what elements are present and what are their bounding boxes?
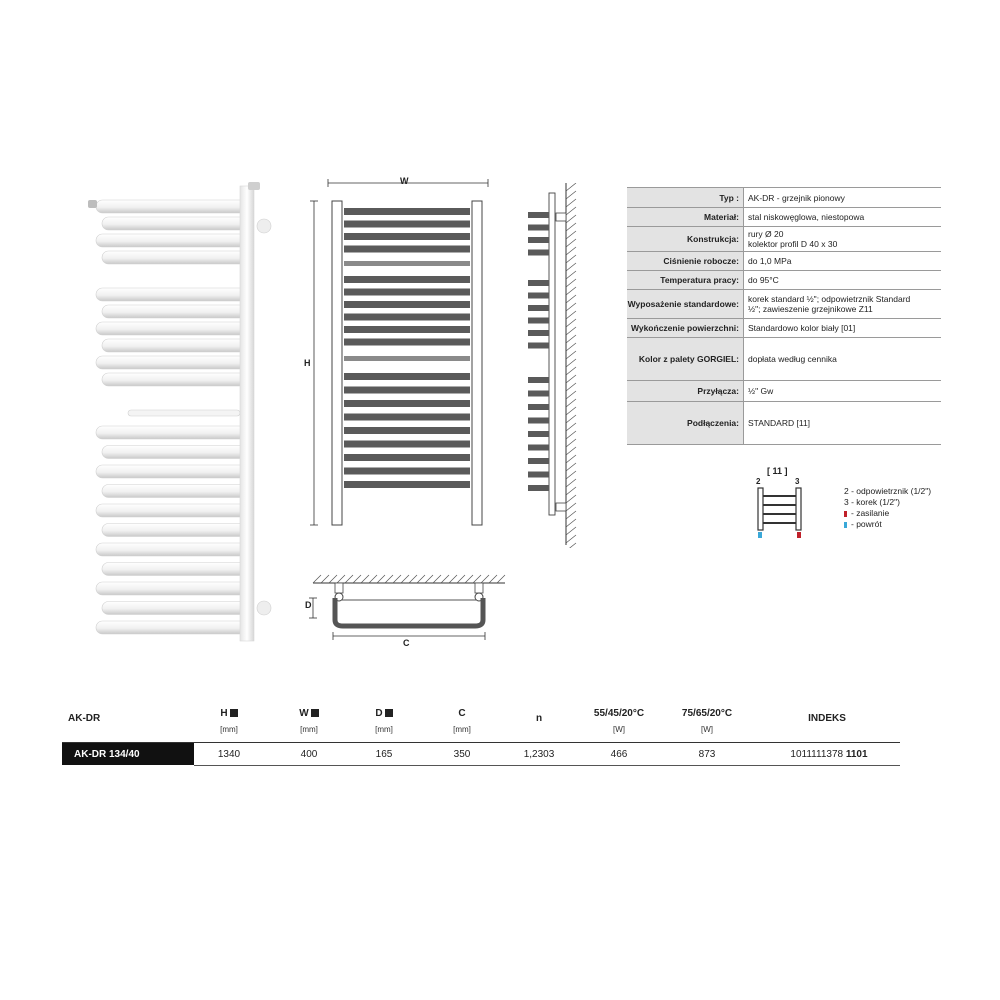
label-d: D: [305, 600, 312, 610]
photo-tube: [102, 446, 246, 459]
top-drawing: [305, 570, 515, 650]
table-bottom-rule: [194, 765, 900, 766]
side-tube: [528, 237, 549, 243]
column-header: [339, 708, 429, 719]
model-cell: [62, 743, 194, 765]
photo-bar: [128, 410, 240, 416]
wall-hatch: [566, 303, 576, 311]
spec-value: [744, 227, 941, 251]
wall-hatch: [566, 207, 576, 215]
photo-tube: [102, 524, 246, 537]
wall-hatch: [345, 575, 353, 583]
wall-hatch: [481, 575, 489, 583]
wall-hatch: [566, 375, 576, 383]
wall-hatch: [353, 575, 361, 583]
column-label: H: [220, 708, 228, 719]
front-tube: [344, 427, 470, 434]
column-label: n: [535, 713, 543, 724]
column-header: [662, 708, 752, 719]
wall-hatch: [425, 575, 433, 583]
side-tube: [528, 225, 549, 231]
spec-value: [744, 208, 941, 226]
spec-key: Temperatura pracy:: [627, 271, 744, 289]
column-label: D: [375, 708, 383, 719]
front-gap-bar: [344, 261, 470, 266]
photo-tube: [96, 426, 246, 439]
photo-tube: [96, 200, 246, 213]
wall-hatch: [566, 215, 576, 223]
wall-hatch: [566, 327, 576, 335]
wall-hatch: [566, 351, 576, 359]
spec-row: [627, 227, 941, 252]
wall-hatch: [566, 391, 576, 399]
side-tube: [528, 377, 549, 383]
front-tube: [344, 373, 470, 380]
legend-item: [844, 497, 931, 508]
wall-hatch: [321, 575, 329, 583]
spec-value-line: do 95°C: [748, 275, 779, 285]
port-left-label: 2: [756, 477, 761, 486]
front-tube: [344, 314, 470, 321]
wall-hatch: [457, 575, 465, 583]
side-tube: [528, 330, 549, 336]
wall-hatch: [566, 535, 576, 543]
spec-key: Ciśnienie robocze:: [627, 252, 744, 270]
wall-hatch: [566, 271, 576, 279]
wall-hatch: [566, 295, 576, 303]
spec-key: Wyposażenie standardowe:: [627, 290, 744, 318]
side-tube: [528, 458, 549, 464]
column-unit: [W]: [613, 725, 625, 734]
wall-hatch: [566, 343, 576, 351]
table-cell: 400: [300, 749, 318, 760]
front-tube: [344, 387, 470, 394]
spec-key: Typ :: [627, 188, 744, 207]
wall-hatch: [566, 447, 576, 455]
side-tube: [528, 445, 549, 451]
photo-tube: [102, 251, 246, 264]
spec-row: [627, 271, 941, 290]
photo-tube: [96, 356, 246, 369]
wall-hatch: [566, 359, 576, 367]
column-label: INDEKS: [808, 713, 846, 724]
spec-row: [627, 290, 941, 319]
column-unit: [mm]: [453, 725, 471, 734]
spec-value: [744, 338, 941, 380]
model-header: AK-DR: [68, 713, 101, 724]
wall-hatch: [566, 463, 576, 471]
column-unit: [mm]: [220, 725, 238, 734]
legend-text: 2 - odpowietrznik (1/2"): [844, 486, 932, 496]
side-tube: [528, 485, 549, 491]
wall-hatch: [566, 407, 576, 415]
wall-hatch: [497, 575, 505, 583]
legend-text: - powrót: [851, 519, 882, 529]
legend-text: - zasilanie: [851, 508, 890, 518]
wall-hatch: [566, 503, 576, 511]
legend-color-marker: [844, 511, 847, 517]
wall-hatch: [409, 575, 417, 583]
wall-hatch: [566, 287, 576, 295]
label-h: H: [304, 358, 311, 368]
wall-hatch: [385, 575, 393, 583]
spec-value-line: do 1,0 MPa: [748, 256, 792, 266]
legend-item: [844, 486, 931, 497]
wall-hatch: [566, 367, 576, 375]
spec-value-line: Standardowo kolor biały [01]: [748, 323, 856, 333]
spec-row: [627, 338, 941, 381]
spec-key: Podłączenia:: [627, 402, 744, 444]
wall-hatch: [337, 575, 345, 583]
wall-hatch: [566, 439, 576, 447]
front-tube: [344, 414, 470, 421]
wall-hatch: [566, 479, 576, 487]
wall-hatch: [566, 455, 576, 463]
wall-hatch: [449, 575, 457, 583]
wall-hatch: [393, 575, 401, 583]
photo-tube: [96, 504, 246, 517]
photo-tube: [102, 485, 246, 498]
wall-hatch: [401, 575, 409, 583]
column-unit: [mm]: [375, 725, 393, 734]
wall-hatch: [377, 575, 385, 583]
connection-legend: [844, 486, 931, 530]
index-value: [764, 749, 894, 760]
spec-row: [627, 188, 941, 208]
radiator-photo: [58, 178, 283, 648]
wall-hatch: [417, 575, 425, 583]
wall-hatch: [566, 399, 576, 407]
wall-hatch: [566, 527, 576, 535]
wall-hatch: [313, 575, 321, 583]
front-tube: [344, 301, 470, 308]
wall-hatch: [566, 519, 576, 527]
wall-hatch: [329, 575, 337, 583]
spec-key: Konstrukcja:: [627, 227, 744, 251]
front-tube: [344, 400, 470, 407]
front-tube: [344, 276, 470, 283]
side-tube: [528, 318, 549, 324]
wall-hatch: [566, 199, 576, 207]
label-w: W: [400, 176, 409, 186]
side-drawing: [520, 183, 580, 548]
spec-row: [627, 381, 941, 402]
spec-key: Przyłącza:: [627, 381, 744, 401]
index-bold: 1101: [845, 749, 868, 760]
photo-tube: [102, 563, 246, 576]
wall-hatch: [566, 319, 576, 327]
front-tube: [344, 441, 470, 448]
index-main: 1011111378: [790, 749, 846, 760]
spec-value: [744, 319, 941, 337]
spec-value-line: kolektor profil D 40 x 30: [748, 239, 838, 249]
photo-tube: [96, 621, 246, 634]
wall-hatch: [566, 231, 576, 239]
column-label: 55/45/20°C: [593, 708, 645, 719]
wall-hatch: [566, 335, 576, 343]
column-unit: [W]: [701, 725, 713, 734]
spec-row: [627, 208, 941, 227]
spec-value-line: korek standard ½"; odpowietrznik Standard: [748, 294, 911, 304]
wall-hatch: [361, 575, 369, 583]
side-tube: [528, 343, 549, 349]
front-tube: [344, 468, 470, 475]
spec-row: [627, 319, 941, 338]
front-tube: [344, 481, 470, 488]
side-tube: [528, 431, 549, 437]
spec-value-line: STANDARD [11]: [748, 418, 811, 428]
wall-hatch: [566, 183, 576, 191]
legend-text: 3 - korek (1/2"): [844, 497, 900, 507]
wall-hatch: [566, 311, 576, 319]
spec-key: Kolor z palety GORGIEL:: [627, 338, 744, 380]
wall-hatch: [566, 255, 576, 263]
legend-item: [844, 508, 931, 519]
spec-row: [627, 402, 941, 445]
front-drawing: [300, 175, 500, 530]
front-tube: [344, 221, 470, 228]
front-tube: [344, 208, 470, 215]
photo-tube: [96, 582, 246, 595]
photo-tube: [96, 465, 246, 478]
spec-key: Materiał:: [627, 208, 744, 226]
side-tube: [528, 418, 549, 424]
wall-hatch: [489, 575, 497, 583]
spec-value-line: dopłata według cennika: [748, 354, 837, 364]
column-unit: [mm]: [300, 725, 318, 734]
spec-value: [744, 252, 941, 270]
wall-hatch: [566, 415, 576, 423]
photo-tube: [96, 543, 246, 556]
wall-hatch: [566, 239, 576, 247]
spec-row: [627, 252, 941, 271]
column-header: [782, 713, 872, 724]
spec-value-line: AK-DR - grzejnik pionowy: [748, 192, 845, 203]
spec-table: [627, 187, 941, 445]
table-cell: 1340: [217, 749, 241, 760]
side-tube: [528, 212, 549, 218]
photo-tube: [96, 288, 246, 301]
wall-hatch: [473, 575, 481, 583]
spec-value: [744, 290, 941, 318]
column-header: [184, 708, 274, 719]
wall-hatch: [566, 543, 576, 548]
side-tube: [528, 391, 549, 397]
side-tube: [528, 293, 549, 299]
column-label: W: [299, 708, 309, 719]
width-icon: [311, 709, 319, 717]
table-cell: 466: [610, 749, 628, 760]
spec-value: [744, 402, 941, 444]
side-tube: [528, 305, 549, 311]
legend-item: [844, 519, 931, 530]
table-cell: 350: [453, 749, 471, 760]
side-tube: [528, 280, 549, 286]
front-tube: [344, 246, 470, 253]
height-icon: [230, 709, 238, 717]
model-name: AK-DR 134/40: [74, 748, 140, 760]
side-tube: [528, 250, 549, 256]
column-label: C: [458, 708, 466, 719]
front-tube: [344, 233, 470, 240]
wall-hatch: [566, 471, 576, 479]
legend-color-marker: [844, 522, 847, 528]
photo-tube: [102, 373, 246, 386]
connection-code: [ 11 ]: [767, 466, 788, 476]
spec-value: [744, 381, 941, 401]
photo-tube: [102, 339, 246, 352]
wall-hatch: [465, 575, 473, 583]
label-c: C: [403, 638, 410, 648]
wall-hatch: [369, 575, 377, 583]
table-cell: 873: [698, 749, 716, 760]
wall-hatch: [566, 263, 576, 271]
wall-hatch: [566, 383, 576, 391]
depth-icon: [385, 709, 393, 717]
front-tube: [344, 326, 470, 333]
front-tube: [344, 454, 470, 461]
photo-tube: [102, 602, 246, 615]
wall-hatch: [433, 575, 441, 583]
photo-tube: [102, 217, 246, 230]
spec-value: [744, 188, 941, 207]
spec-value-line: ½" Gw: [748, 386, 774, 396]
table-cell: 165: [375, 749, 393, 760]
photo-tube: [102, 305, 246, 318]
port-right-label: 3: [795, 477, 800, 486]
spec-value: [744, 271, 941, 289]
spec-value-line: rury Ø 20: [748, 229, 784, 239]
table-cell: 1,2303: [523, 749, 555, 760]
spec-key: Wykończenie powierzchni:: [627, 319, 744, 337]
spec-value-line: stal niskowęglowa, niestopowa: [748, 212, 865, 222]
column-header: [574, 708, 664, 719]
wall-hatch: [566, 487, 576, 495]
wall-hatch: [566, 279, 576, 287]
connection-diagram: [752, 486, 808, 542]
wall-hatch: [566, 423, 576, 431]
photo-tube: [96, 234, 246, 247]
column-header: [494, 713, 584, 724]
side-tube: [528, 404, 549, 410]
side-tube: [528, 472, 549, 478]
wall-hatch: [566, 511, 576, 519]
front-tube: [344, 339, 470, 346]
photo-tube: [96, 322, 246, 335]
front-tube: [344, 289, 470, 296]
wall-hatch: [566, 495, 576, 503]
column-label: 75/65/20°C: [681, 708, 733, 719]
wall-hatch: [566, 431, 576, 439]
spec-value-line: ½"; zawieszenie grzejnikowe Z11: [748, 304, 873, 314]
wall-hatch: [441, 575, 449, 583]
front-gap-bar: [344, 356, 470, 361]
wall-hatch: [566, 223, 576, 231]
wall-hatch: [566, 191, 576, 199]
wall-hatch: [566, 247, 576, 255]
